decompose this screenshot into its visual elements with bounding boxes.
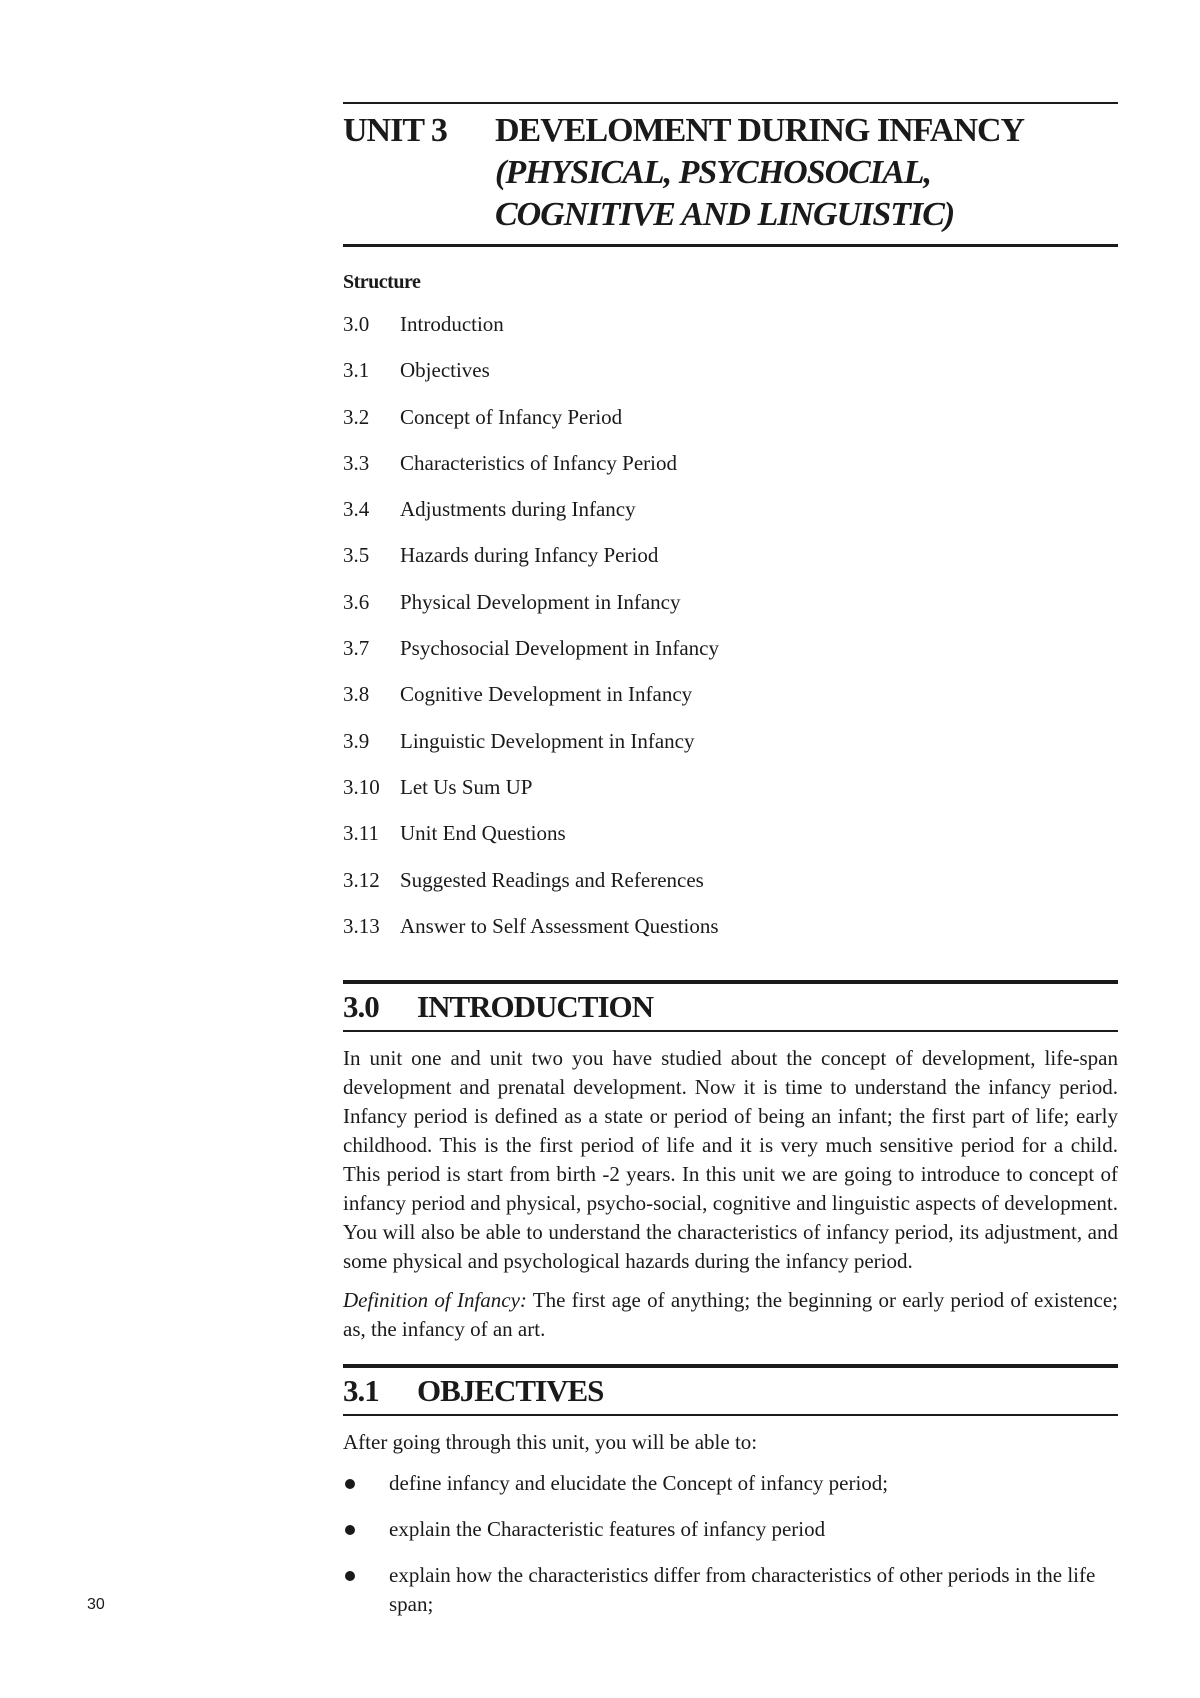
toc-item-number: 3.6 bbox=[343, 589, 370, 614]
toc-item-label: Objectives bbox=[400, 358, 490, 383]
toc-item bbox=[343, 590, 1118, 636]
toc-item bbox=[343, 497, 1118, 543]
toc-item-number: 3.12 bbox=[343, 867, 380, 892]
toc-item-label: Psychosocial Development in Infancy bbox=[400, 636, 719, 661]
toc-item bbox=[343, 821, 1118, 867]
unit-number: UNIT 3 bbox=[343, 112, 447, 149]
toc-item-number: 3.2 bbox=[343, 404, 370, 429]
bullet-text: define infancy and elucidate the Concept of infancy period; bbox=[389, 1471, 889, 1496]
toc-item-number: 3.8 bbox=[343, 682, 370, 707]
page-content bbox=[343, 102, 1118, 1636]
toc-item-number: 3.13 bbox=[343, 913, 380, 938]
toc-item-label: Linguistic Development in Infancy bbox=[400, 728, 695, 753]
toc-item-label: Concept of Infancy Period bbox=[400, 404, 623, 429]
toc-item-number: 3.1 bbox=[343, 358, 370, 383]
bullet-text: explain the Characteristic features of infancy period bbox=[389, 1517, 826, 1542]
toc-item-number: 3.3 bbox=[343, 450, 370, 475]
toc-item bbox=[343, 543, 1118, 589]
bullet-text: explain how the characteristics differ from characteristics of other periods in the life span; bbox=[389, 1563, 1096, 1617]
structure-heading: Structure bbox=[343, 271, 421, 293]
toc-item-label: Hazards during Infancy Period bbox=[400, 543, 659, 568]
toc-item-number: 3.9 bbox=[343, 728, 370, 753]
list-item bbox=[343, 1515, 1118, 1544]
section-number: 3.0 bbox=[343, 989, 379, 1025]
toc-item-number: 3.5 bbox=[343, 543, 370, 568]
definition-paragraph bbox=[343, 1286, 1118, 1344]
bullet-icon bbox=[345, 1571, 355, 1581]
toc-item-label: Physical Development in Infancy bbox=[400, 589, 681, 614]
toc-item bbox=[343, 636, 1118, 682]
list-item bbox=[343, 1469, 1118, 1498]
toc-item-number: 3.7 bbox=[343, 636, 370, 661]
toc-item-label: Suggested Readings and References bbox=[400, 867, 704, 892]
unit-title: DEVELOMENT DURING INFANCY bbox=[495, 112, 1025, 149]
toc-item-label: Cognitive Development in Infancy bbox=[400, 682, 693, 707]
toc-item-label: Answer to Self Assessment Questions bbox=[400, 913, 719, 938]
list-item bbox=[343, 1561, 1118, 1619]
unit-title-block bbox=[495, 110, 1118, 236]
toc-item-number: 3.10 bbox=[343, 774, 380, 799]
toc-item bbox=[343, 312, 1118, 358]
toc-item bbox=[343, 682, 1118, 728]
toc-item-label: Characteristics of Infancy Period bbox=[400, 450, 677, 475]
toc-item-label: Introduction bbox=[400, 312, 504, 336]
section-title: INTRODUCTION bbox=[417, 989, 654, 1025]
definition-label: Definition of Infancy: bbox=[343, 1288, 527, 1313]
unit-header bbox=[343, 102, 1118, 247]
toc-item-label: Adjustments during Infancy bbox=[400, 497, 636, 522]
page-number: 30 bbox=[87, 1596, 105, 1613]
unit-subtitle-line1: (PHYSICAL, PSYCHOSOCIAL, bbox=[495, 154, 932, 191]
introduction-paragraph: In unit one and unit two you have studied about the concept of development, life-span development and prenatal development. Now it is time to understand the infancy period. Infancy period is defined as a state or period of being an infant; the first part of life; early childhood. This is the first period of life and it is very much sensitive period for a child. This period is start from birth -2 years. In this unit we are going to introduce to concept of infancy period and physical, psycho-social, cognitive and linguistic aspects of development. You will also be able to understand the characteristics of infancy period, its adjustment, and some physical and psychological hazards during the infancy period. bbox=[343, 1046, 1118, 1274]
introduction-heading bbox=[343, 980, 1118, 1032]
toc-item bbox=[343, 405, 1118, 451]
section-number: 3.1 bbox=[343, 1373, 379, 1409]
toc-item bbox=[343, 775, 1118, 821]
section-title: OBJECTIVES bbox=[417, 1373, 604, 1409]
toc-item-number: 3.11 bbox=[343, 821, 379, 846]
toc-item bbox=[343, 868, 1118, 914]
toc-item-label: Let Us Sum UP bbox=[400, 774, 533, 799]
toc-item bbox=[343, 358, 1118, 404]
toc-item bbox=[343, 729, 1118, 775]
definition-text: The first age of anything; the beginning or early period of existence; as, the infancy of an art. bbox=[343, 1288, 1119, 1342]
toc-item-number: 3.0 bbox=[343, 312, 370, 336]
toc-item-number: 3.4 bbox=[343, 497, 370, 522]
objectives-heading bbox=[343, 1364, 1118, 1416]
objectives-intro: After going through this unit, you will be able to: bbox=[343, 1430, 758, 1455]
structure-list bbox=[343, 312, 1118, 960]
objectives-list bbox=[343, 1469, 1118, 1619]
bullet-icon bbox=[345, 1479, 355, 1489]
toc-item bbox=[343, 451, 1118, 497]
unit-subtitle-line2: COGNITIVE AND LINGUISTIC) bbox=[495, 196, 955, 233]
toc-item bbox=[343, 914, 1118, 960]
toc-item-label: Unit End Questions bbox=[400, 821, 566, 846]
bullet-icon bbox=[345, 1525, 355, 1535]
